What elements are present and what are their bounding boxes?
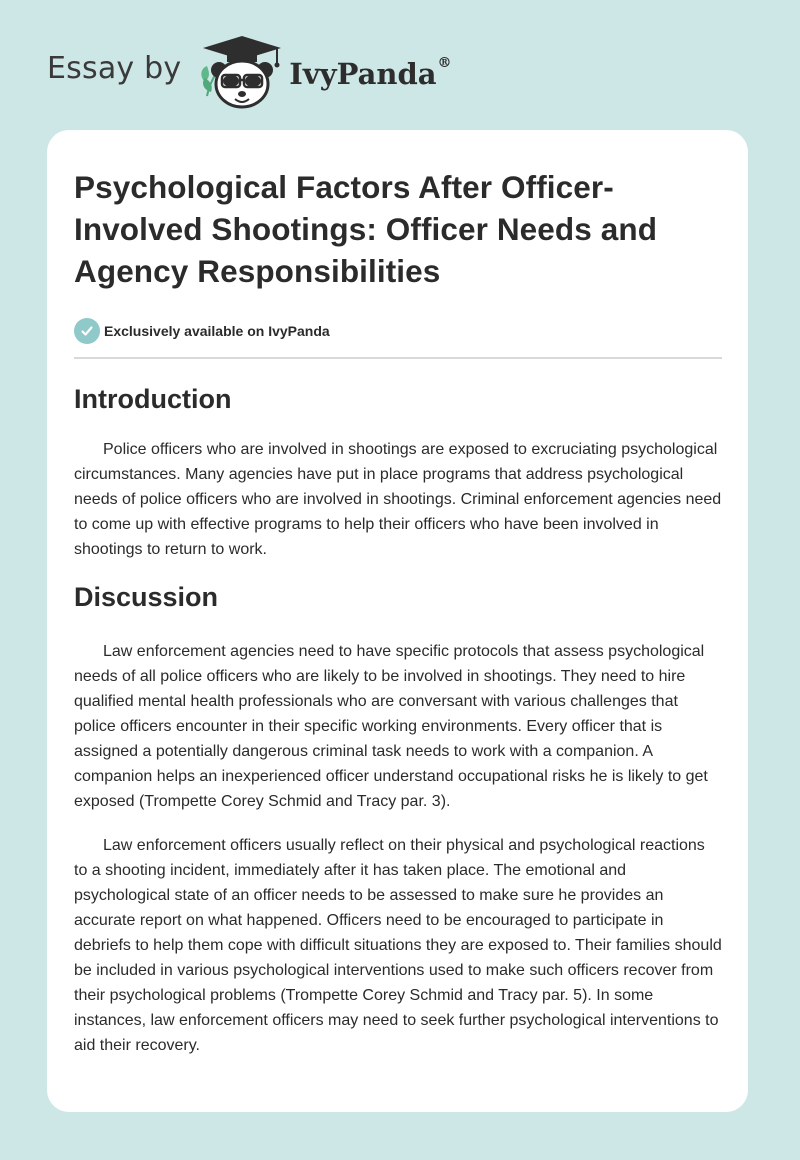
discussion-paragraph-1: Law enforcement agencies need to have specific protocols that assess psychological needs of all police officers who are likely to be involved in shootings. They need to hire qualified mental health professionals who are conversant with various challenges that police officers encounter in their specific working environments. Every officer that is assigned a potentially dangerous criminal task needs to work with a companion. A companion helps an inexperienced officer understand occupational risks he is likely to get exposed (Trompette Corey Schmid and Tracy par. 3).: [74, 643, 708, 810]
brand-name: [289, 57, 451, 91]
exclusive-badge: [74, 318, 722, 344]
brand-name-text: IvyPanda: [289, 57, 437, 91]
section-heading-discussion: Discussion: [74, 582, 219, 612]
title-divider: [74, 357, 722, 359]
essay-title: Psychological Factors After Officer-Involved Shootings: Officer Needs and Agency Responsibilities: [74, 169, 658, 289]
section-heading-introduction: Introduction: [74, 384, 232, 414]
panda-graduate-icon: [197, 32, 287, 112]
discussion-paragraph-2: Law enforcement officers usually reflect on their physical and psychological reactions to a shooting incident, immediately after it has taken place. The emotional and psychological state of an officer needs to be assessed to make sure he provides an accurate report on what happened. Officers need to be encouraged to participate in debriefs to help them cope with difficult situations they are exposed to. Their families should be included in various psychological interventions used to make such officers recover from their psychological problems (Trompette Corey Schmid and Tracy par. 5). In some instances, law enforcement officers may need to seek further psychological interventions to aid their recovery.: [74, 837, 722, 1054]
essay-card: [47, 130, 748, 1112]
intro-paragraph: Police officers who are involved in shootings are exposed to excruciating psychological circumstances. Many agencies have put in place programs that address psychological needs of police officers who are involved in shootings. Criminal enforcement agencies need to come up with effective programs to help their officers who have been involved in shootings to return to work.: [74, 441, 722, 558]
check-circle-icon: [74, 318, 100, 344]
exclusive-label: Exclusively available on IvyPanda: [104, 323, 330, 339]
brand-prefix: Essay by: [47, 50, 182, 86]
brand-header: [47, 32, 452, 112]
registered-mark: ®: [437, 55, 452, 71]
